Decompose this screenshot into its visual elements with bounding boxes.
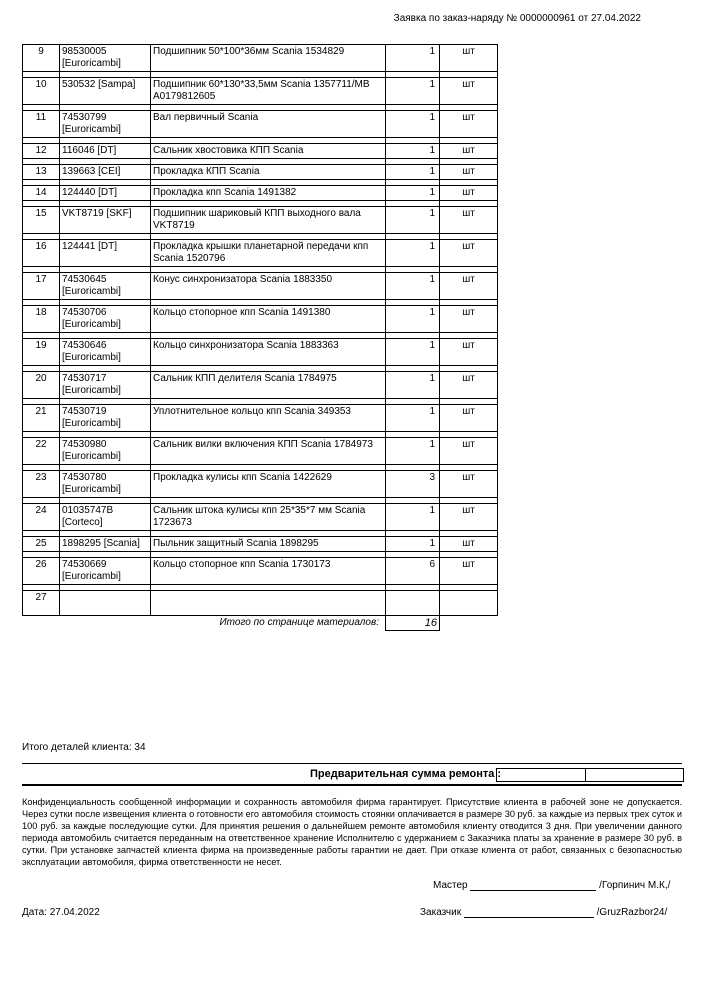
unit: шт [440, 471, 498, 498]
table-row [23, 207, 498, 234]
unit: шт [440, 186, 498, 201]
part-code: 74530717 [Euroricambi] [60, 372, 151, 399]
part-name: Сальник вилки включения КПП Scania 1784973 [151, 438, 386, 465]
part-name: Кольцо стопорное кпп Scania 1730173 [151, 558, 386, 585]
part-name: Кольцо стопорное кпп Scania 1491380 [151, 306, 386, 333]
part-code: 74530780 [Euroricambi] [60, 471, 151, 498]
table-row [23, 339, 498, 366]
unit: шт [440, 144, 498, 159]
client-label: Заказчик [420, 907, 462, 918]
page-total-value: 16 [386, 616, 440, 631]
part-name: Уплотнительное кольцо кпп Scania 349353 [151, 405, 386, 432]
part-name: Подшипник 60*130*33,5мм Scania 1357711/MB A0179812605 [151, 78, 386, 105]
part-code: 74530719 [Euroricambi] [60, 405, 151, 432]
part-name: Прокладка крышки планетарной передачи кпп Scania 1520796 [151, 240, 386, 267]
row-number: 15 [23, 207, 60, 234]
quantity: 1 [386, 144, 440, 159]
quantity: 1 [386, 537, 440, 552]
table-row [23, 471, 498, 498]
master-name: /Горпинич М.К,/ [599, 880, 671, 891]
client-name: /GruzRazbor24/ [596, 907, 668, 918]
row-number: 25 [23, 537, 60, 552]
part-code: 124441 [DT] [60, 240, 151, 267]
part-name: Сальник штока кулисы кпп 25*35*7 мм Scania 1723673 [151, 504, 386, 531]
unit: шт [440, 273, 498, 300]
master-signature [433, 880, 670, 891]
quantity: 1 [386, 78, 440, 105]
quantity: 1 [386, 438, 440, 465]
unit: шт [440, 165, 498, 180]
table-row [23, 306, 498, 333]
signature-line [464, 917, 594, 918]
part-code: 01035747B [Corteco] [60, 504, 151, 531]
page-total-label: Итого по странице материалов: [219, 617, 379, 628]
unit: шт [440, 372, 498, 399]
table-row [23, 438, 498, 465]
table-row [23, 144, 498, 159]
unit: шт [440, 45, 498, 72]
part-name: Сальник хвостовика КПП Scania [151, 144, 386, 159]
row-number: 16 [23, 240, 60, 267]
table-row [23, 504, 498, 531]
quantity: 1 [386, 45, 440, 72]
quantity: 1 [386, 405, 440, 432]
unit: шт [440, 438, 498, 465]
unit: шт [440, 339, 498, 366]
quantity: 1 [386, 339, 440, 366]
table-row [23, 558, 498, 585]
table-row [23, 165, 498, 180]
part-code: 74530646 [Euroricambi] [60, 339, 151, 366]
quantity: 1 [386, 504, 440, 531]
part-name: Кольцо синхронизатора Scania 1883363 [151, 339, 386, 366]
parts-table [22, 44, 498, 631]
table-row [23, 78, 498, 105]
page-total-row [23, 616, 498, 631]
row-number: 22 [23, 438, 60, 465]
unit [440, 591, 498, 616]
quantity: 1 [386, 240, 440, 267]
row-number: 21 [23, 405, 60, 432]
part-code: 74530799 [Euroricambi] [60, 111, 151, 138]
unit: шт [440, 504, 498, 531]
unit: шт [440, 111, 498, 138]
part-name: Пыльник защитный Scania 1898295 [151, 537, 386, 552]
quantity [386, 591, 440, 616]
table-row [23, 372, 498, 399]
unit: шт [440, 306, 498, 333]
unit: шт [440, 78, 498, 105]
divider [22, 763, 682, 764]
table-row [23, 273, 498, 300]
table-row [23, 186, 498, 201]
disclaimer-text: Конфиденциальность сообщенной информации и сохранность автомобиля фирма гарантирует. Присутствие клиента в рабочей зоне не допускается. Через сутки после извещения клиента о готовности его автомобиля стоимость стоянки оплачивается в размере 30 руб. за каждые из первых трех суток и 100 руб. за каждые последующие сутки. Для принятия решения о дальнейшем ремонте автомобиля клиенту отводится 3 дня. При увеличении данного периода автомобиль считается переданным на ответственное хранение Исполнителю с удержанием с Заказчика платы за хранение в размере 30 руб. в сутки. При установке запчастей клиента фирма на произведенные работы гарантии не дает. При отказе клиента от работ, связанных с безопасностью эксплуатации автомобиля, фирма ответственности не несет. [22, 797, 682, 867]
part-code: 98530005 [Euroricambi] [60, 45, 151, 72]
row-number: 14 [23, 186, 60, 201]
part-name: Сальник КПП делителя Scania 1784975 [151, 372, 386, 399]
part-code: VKT8719 [SKF] [60, 207, 151, 234]
part-code: 1898295 [Scania] [60, 537, 151, 552]
row-number: 26 [23, 558, 60, 585]
signature-line [470, 890, 596, 891]
table-row [23, 405, 498, 432]
row-number: 10 [23, 78, 60, 105]
preliminary-sum-label: Предварительная сумма ремонта : [310, 768, 502, 780]
part-code: 124440 [DT] [60, 186, 151, 201]
unit: шт [440, 240, 498, 267]
row-number: 9 [23, 45, 60, 72]
document-date: Дата: 27.04.2022 [22, 907, 100, 918]
table-row [23, 591, 498, 616]
preliminary-sum-box [496, 768, 684, 782]
part-code: 530532 [Sampa] [60, 78, 151, 105]
part-code [60, 591, 151, 616]
part-name: Конус синхронизатора Scania 1883350 [151, 273, 386, 300]
divider-thick [22, 784, 682, 786]
unit: шт [440, 405, 498, 432]
client-signature [420, 907, 667, 918]
row-number: 24 [23, 504, 60, 531]
part-code: 139663 [CEI] [60, 165, 151, 180]
part-name: Подшипник шариковый КПП выходного вала VKT8719 [151, 207, 386, 234]
quantity: 1 [386, 186, 440, 201]
client-details-total: Итого деталей клиента: 34 [22, 742, 146, 753]
part-code: 74530980 [Euroricambi] [60, 438, 151, 465]
table-row [23, 111, 498, 138]
quantity: 1 [386, 207, 440, 234]
table-row [23, 45, 498, 72]
master-label: Мастер [433, 880, 468, 891]
part-code: 74530669 [Euroricambi] [60, 558, 151, 585]
row-number: 20 [23, 372, 60, 399]
part-name: Прокладка кулисы кпп Scania 1422629 [151, 471, 386, 498]
quantity: 1 [386, 273, 440, 300]
row-number: 23 [23, 471, 60, 498]
table-row [23, 240, 498, 267]
row-number: 18 [23, 306, 60, 333]
quantity: 3 [386, 471, 440, 498]
document-header: Заявка по заказ-наряду № 0000000961 от 27.04.2022 [393, 13, 641, 24]
row-number: 11 [23, 111, 60, 138]
quantity: 1 [386, 372, 440, 399]
row-number: 12 [23, 144, 60, 159]
unit: шт [440, 207, 498, 234]
quantity: 1 [386, 165, 440, 180]
row-number: 17 [23, 273, 60, 300]
quantity: 1 [386, 306, 440, 333]
part-code: 116046 [DT] [60, 144, 151, 159]
part-name [151, 591, 386, 616]
part-code: 74530645 [Euroricambi] [60, 273, 151, 300]
quantity: 1 [386, 111, 440, 138]
table-row [23, 537, 498, 552]
unit: шт [440, 537, 498, 552]
quantity: 6 [386, 558, 440, 585]
part-name: Прокладка КПП Scania [151, 165, 386, 180]
part-name: Подшипник 50*100*36мм Scania 1534829 [151, 45, 386, 72]
part-name: Вал первичный Scania [151, 111, 386, 138]
part-code: 74530706 [Euroricambi] [60, 306, 151, 333]
row-number: 27 [23, 591, 60, 616]
row-number: 13 [23, 165, 60, 180]
part-name: Прокладка кпп Scania 1491382 [151, 186, 386, 201]
row-number: 19 [23, 339, 60, 366]
unit: шт [440, 558, 498, 585]
